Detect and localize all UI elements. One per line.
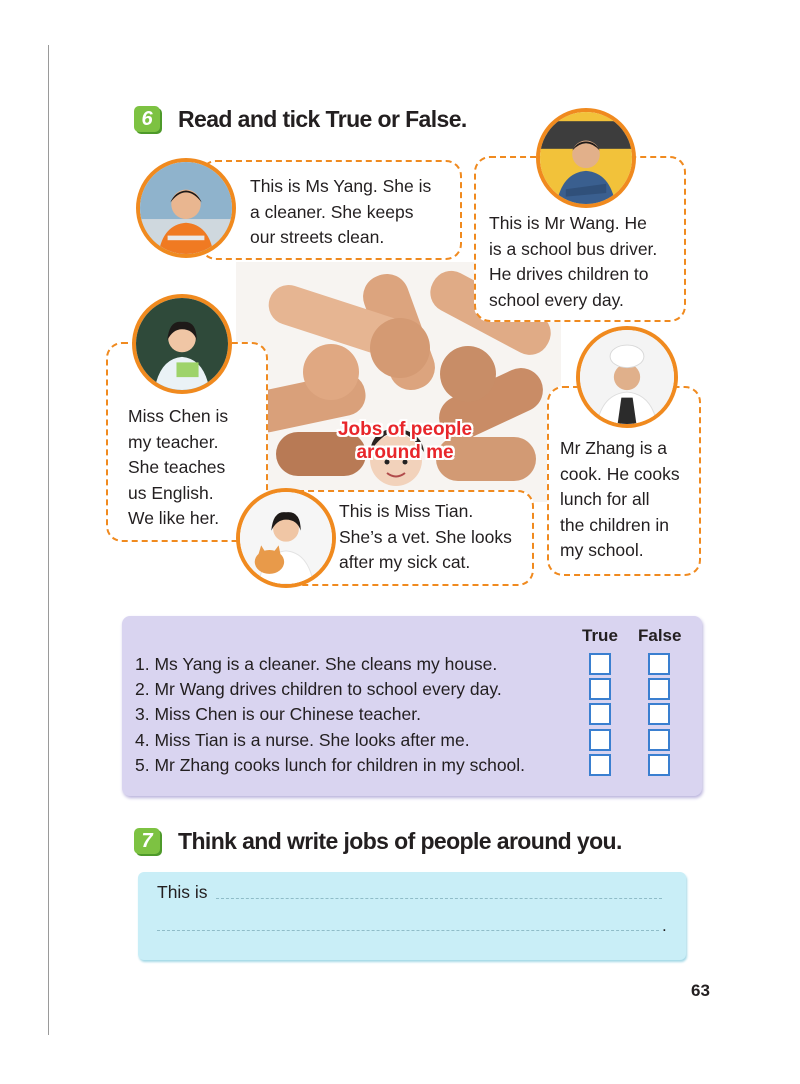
false-checkbox-4[interactable] xyxy=(648,729,670,751)
text-line: a cleaner. She keeps xyxy=(250,201,414,222)
section-6-number: 6 xyxy=(134,106,160,132)
avatar-mr-zhang xyxy=(576,326,678,428)
center-label-line2: around me xyxy=(356,442,454,463)
true-checkbox-3[interactable] xyxy=(589,703,611,725)
text-line: is a school bus driver. xyxy=(489,238,658,259)
statement-4: 4. Miss Tian is a nurse. She looks after me. xyxy=(135,730,470,750)
text-line: Miss Chen is xyxy=(128,406,229,426)
vet-with-cat-photo xyxy=(240,492,332,584)
text-line: cook. He cooks xyxy=(560,463,680,484)
writing-prompt: This is xyxy=(157,882,208,902)
statement-5: 5. Mr Zhang cooks lunch for children in my school. xyxy=(135,755,526,775)
statement-2: 2. Mr Wang drives children to school every day. xyxy=(135,679,502,699)
page-margin-line xyxy=(48,45,49,1035)
text-line: our streets clean. xyxy=(250,227,385,247)
false-checkbox-1[interactable] xyxy=(648,653,670,675)
true-checkbox-2[interactable] xyxy=(589,678,611,700)
column-true-header: True xyxy=(582,626,618,645)
teacher-photo xyxy=(136,298,228,390)
avatar-miss-chen xyxy=(132,294,232,394)
text-line: She’s a vet. She looks xyxy=(339,526,512,547)
false-checkbox-3[interactable] xyxy=(648,703,670,725)
false-checkbox-5[interactable] xyxy=(648,754,670,776)
center-label xyxy=(318,418,492,464)
bubble-miss-tian-text xyxy=(339,499,512,576)
center-label-line1: Jobs of people xyxy=(337,419,473,440)
column-false-header: False xyxy=(638,626,682,645)
avatar-ms-yang xyxy=(136,158,236,258)
text-line: after my sick cat. xyxy=(339,552,471,572)
avatar-mr-wang xyxy=(536,108,636,208)
bubble-ms-yang-text xyxy=(250,174,431,251)
page-number: 63 xyxy=(691,981,710,1000)
section-7-number: 7 xyxy=(134,828,160,854)
bus-driver-photo xyxy=(540,112,632,204)
false-checkbox-2[interactable] xyxy=(648,678,670,700)
bubble-miss-chen-text xyxy=(128,404,228,532)
section-7-title: Think and write jobs of people around you. xyxy=(178,828,622,854)
answer-line-1[interactable] xyxy=(216,898,662,899)
text-line: This is Mr Wang. He xyxy=(489,213,647,233)
bubble-mr-wang-text xyxy=(489,211,657,313)
bubble-mr-zhang-text xyxy=(560,436,680,564)
text-line: She teaches xyxy=(128,457,226,477)
avatar-miss-tian xyxy=(236,488,336,588)
answer-end-period: . xyxy=(662,916,667,935)
statement-3: 3. Miss Chen is our Chinese teacher. xyxy=(135,704,421,724)
text-line: We like her. xyxy=(128,508,220,528)
true-checkbox-1[interactable] xyxy=(589,653,611,675)
text-line: my school. xyxy=(560,540,644,560)
true-checkbox-4[interactable] xyxy=(589,729,611,751)
cook-photo xyxy=(580,330,674,424)
statement-1: 1. Ms Yang is a cleaner. She cleans my house. xyxy=(135,654,498,674)
text-line: This is Ms Yang. She is xyxy=(250,176,432,196)
text-line: Mr Zhang is a xyxy=(560,438,667,458)
answer-line-2[interactable] xyxy=(157,930,659,931)
true-checkbox-5[interactable] xyxy=(589,754,611,776)
text-line: my teacher. xyxy=(128,431,219,452)
text-line: us English. xyxy=(128,482,214,503)
cleaner-photo xyxy=(140,162,232,254)
writing-panel xyxy=(138,872,686,960)
text-line: He drives children to xyxy=(489,264,649,284)
text-line: This is Miss Tian. xyxy=(339,501,474,521)
text-line: the children in xyxy=(560,514,669,535)
text-line: school every day. xyxy=(489,289,624,310)
section-6-title: Read and tick True or False. xyxy=(178,106,467,132)
text-line: lunch for all xyxy=(560,489,650,509)
